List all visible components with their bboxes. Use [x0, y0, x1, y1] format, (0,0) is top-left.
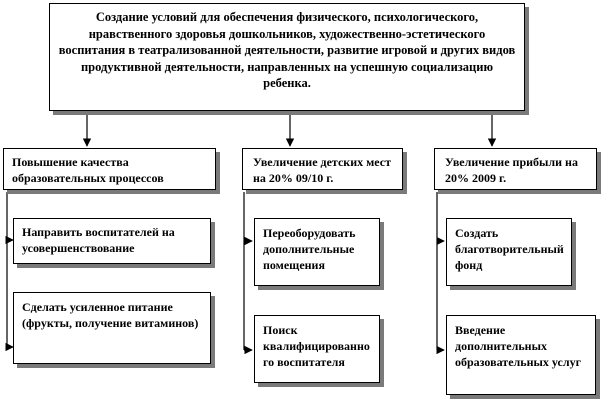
item-box-train-teachers: Направить воспитателей на усовершенствование	[13, 218, 211, 264]
heading-box-profit: Увеличение прибыли на 20% 2009 г.	[434, 148, 597, 190]
item-box-extra-services: Введение дополнительных образовательных услуг	[446, 315, 596, 395]
heading-box-quality: Повышение качества образовательных процессов	[3, 148, 216, 190]
heading-box-places: Увеличение детских мест на 20% 09/10 г.	[242, 148, 403, 190]
item-box-charity-fund: Создать благотворительный фонд	[446, 218, 572, 286]
item-box-find-teacher: Поиск квалифицированно го воспитателя	[254, 315, 380, 383]
top-goal-box: Создание условий для обеспечения физического, психологического, нравственного здоровья дошкольников, художественно-эстетического воспитания в театрализованной деятельности, развитие игровой и других видов продуктивной деятельности, направленных на успешную социализацию ребенка.	[49, 3, 525, 111]
item-box-re-equip-rooms: Переоборудовать дополнительные помещения	[254, 218, 380, 286]
item-box-nutrition: Сделать усиленное питание (фрукты, получение витаминов)	[13, 292, 211, 364]
